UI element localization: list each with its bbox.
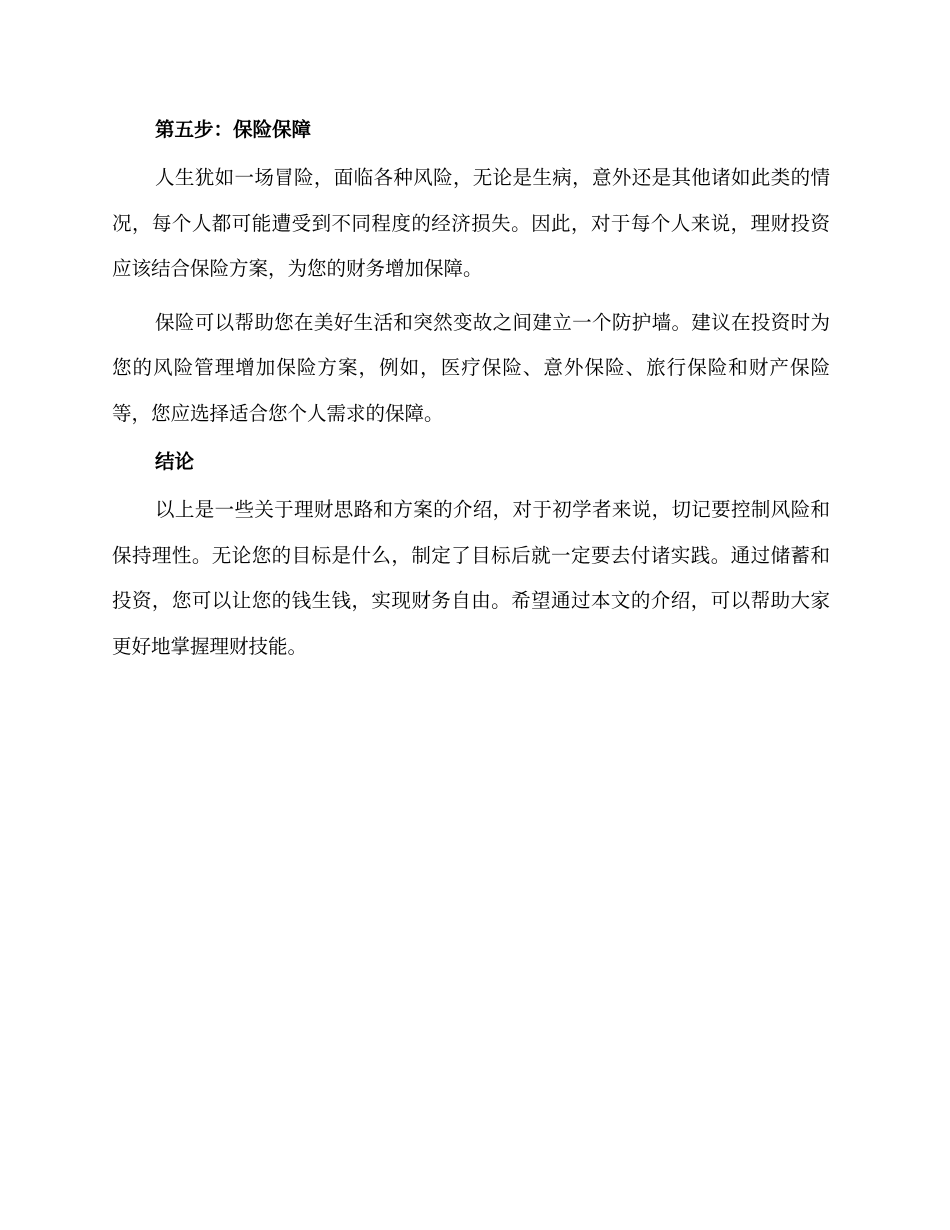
section-heading-insurance: 第五步：保险保障 [155, 118, 312, 141]
paragraph-insurance-intro: 人生犹如一场冒险，面临各种风险，无论是生病，意外还是其他诸如此类的情况，每个人都可能遭受到不同程度的经济损失。因此，对于每个人来说，理财投资应该结合保险方案，为您的财务增加保障。 [112, 166, 830, 280]
section-heading-conclusion: 结论 [155, 450, 195, 473]
paragraph-conclusion: 以上是一些关于理财思路和方案的介绍，对于初学者来说，切记要控制风险和保持理性。无论您的目标是什么，制定了目标后就一定要去付诸实践。通过储蓄和投资，您可以让您的钱生钱，实现财务自由。希望通过本文的介绍，可以帮助大家更好地掌握理财技能。 [112, 498, 830, 658]
paragraph-insurance-advice: 保险可以帮助您在美好生活和突然变故之间建立一个防护墙。建议在投资时为您的风险管理增加保险方案，例如，医疗保险、意外保险、旅行保险和财产保险等，您应选择适合您个人需求的保障。 [112, 310, 830, 425]
document-page [112, 112, 830, 677]
